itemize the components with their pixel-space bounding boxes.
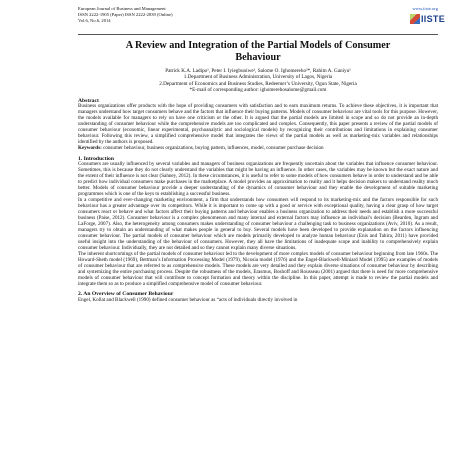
- intro-paragraph-3: The inherent shortcomings of the partial models of consumer behaviour led to the development of more complex models of consumer behaviour beginning from late 1960s. The Howard-Sheth model (1969), Bettman’s Information Processing Model (1979), Nicosia model (1976) and the Engel-Blackwell-Miniard Model (1995) are examples of models of consumer behaviour that are referred to as comprehensive models. These models are very detailed and they explain diverse situations of consumer behaviour by describing and systemizing the entire purchasing process. Despite the robustness of the models, Erasmus, Boshoff and Rousseau (2001) argued that there is need for more comprehensive models of consumer behaviour that will contribute to concept formation and theory within the discipline. In this paper, attempt is made to review the partial models and integrate them so as to produce a simplified comprehensive model of consumer behaviour.: [78, 250, 438, 287]
- intro-paragraph-2: In a competitive and ever-changing marketing environment, a firm that understands how consumers will respond to its marketing-mix and the factors responsible for such behaviour has a greater advantage over its competitors. While it is important to come up with a good or service with exceptional quality, having a clear grasp of how target consumers react or behave and what factors affect their buying patterns and behaviour enables a business organization to address their needs and establish a more successful business (Paise, 2012). Consumer behaviour is a complex phenomenon and many internal and external factors may influence an individual’s decision (Bearden, Ingram and LaForge, 2007). Also, the heterogeneity among consumers makes understanding of consumer behaviour a challenging task to business organizations (Aviv, 2010). As a result, managers try to obtain an understanding of what makes people in general to buy. Several models have been developed to provide explanation on the factors influencing consumer behaviour. The partial models of consumer behaviour which are models primarily developed to analyze human behaviour (Enis and Tahira, 2011) have provided useful insight into the understanding of the behaviour of consumers. However, they all have the limitations of inadequate scope and inability to comprehensively explain consumer behaviour. Individually, they are not detailed and so they cannot explain many diverse situations.: [78, 197, 438, 251]
- corresponding-email: *E-mail of corresponding author: ighomerehosalome@gmail.com: [189, 87, 327, 94]
- iiste-logo: [410, 14, 446, 32]
- abstract-text: Business organizations offer products with the hope of providing consumers with satisfaction and to earn maximum returns. To achieve these objectives, it is important that managers understand how target consumers behave and the factors that influence their buying patterns. Models of consumer behaviour are vital tools for this purpose. However, the models available for managers to rely on have one criticism or the other. It is argued that the partial models are limited in scope and so do not provide an in-depth understanding of consumer behaviour while the comprehensive models are too complicated and complex. Consequently, this paper presents a review of the partial models of consumer behaviour (economic, linear experimental, psychoanalytic and sociological models) by recognizing their contributions and limitations in explaining consumer behaviour. Following this review, a simplified comprehensive model that integrates the views of the partial models as well as marketing-mix variables and relationships identified by the authors is proposed.: [78, 103, 438, 145]
- header-divider: [78, 34, 438, 35]
- article-body: [78, 40, 438, 304]
- logo-mark-icon: [410, 14, 420, 24]
- section-2-heading: 2. An Overview of Consumer Behaviour: [78, 291, 174, 298]
- journal-info: [78, 6, 173, 25]
- author-list: Patrick K.A. Ladipo¹, Peter I. Iyiegbuniwe¹, Salome O. Ighomereho²*, Rahim A. Ganiyu¹: [165, 68, 351, 74]
- keywords: [78, 146, 438, 152]
- journal-url-link[interactable]: www.iiste.org: [412, 6, 438, 11]
- abstract-heading: Abstract: [78, 97, 99, 104]
- journal-issn: ISSN 2222-1905 (Paper) ISSN 2222-2839 (Online): [78, 12, 173, 18]
- journal-name: European Journal of Business and Management: [78, 6, 166, 11]
- title-line-1: A Review and Integration of the Partial Models of Consumer: [125, 40, 391, 51]
- journal-volume: Vol.6, No.6, 2014: [78, 18, 111, 24]
- affiliation-1: 1.Department of Business Administration, University of Lagos, Nigeria: [183, 74, 333, 81]
- intro-paragraph-1: Consumers are usually influenced by several variables and managers of business organizations are frequently uncertain about the variables that influence consumer behaviour. Sometimes, this is because they do not clearly understand the variables that might be having an influence. In other cases, the variables may be known but the exact nature and the extent of their influence is not clear (Sahney, 2012). In these circumstances, it is useful to refer to some models of how consumers behave in order to understand and be able to predict how individual consumers make purchases in the marketplace. A model provides an approximation to reality and it helps decision makers to understand reality much better. Models of consumer behaviour provide a deeper understanding of the dynamics of consumer behaviour and they enable the development of suitable marketing programmes which is one of the keys to establishing a successful business.: [78, 161, 438, 198]
- article-title: [78, 40, 438, 64]
- journal-header: [78, 6, 446, 36]
- intro-heading: 1. Introduction: [78, 155, 114, 162]
- affiliation-2: 2.Department of Economics and Business Studies, Redeemer’s University, Ogun State, Nigeria: [159, 80, 357, 87]
- title-line-2: Behaviour: [235, 52, 281, 63]
- keywords-text: consumer behaviour, business organizations, buying pattern, influences, model, consumer purchase decision: [103, 144, 324, 151]
- section-2-text: Engel, Kollat and Blackwell (1990) defined consumer behaviour as “acts of individuals directly involved in: [78, 297, 298, 304]
- logo-text: IISTE: [421, 14, 446, 24]
- keywords-label: Keywords:: [78, 144, 102, 151]
